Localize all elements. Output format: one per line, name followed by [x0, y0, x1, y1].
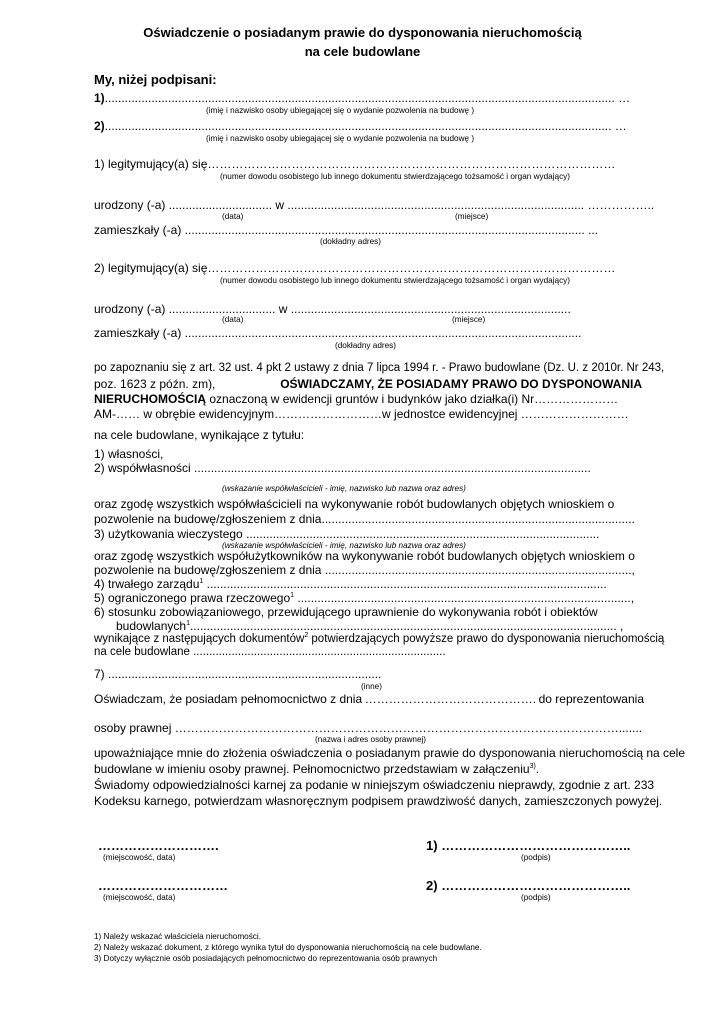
signature-2-dots: ……………………………………..	[441, 878, 631, 893]
power-of-attorney-text: Oświadczam, że posiadam pełnomocnictwo z dnia	[94, 692, 363, 706]
liability-line-2: Kodeksu karnego, potwierdzam własnoręcznym podpisem prawdziwość danych, zamieszczonych powyżej.	[94, 794, 663, 808]
title-limited-property-right-dots: ....................................................................................................,	[294, 591, 635, 605]
title-perpetual-usufruct-consent-1: oraz zgodę wszystkich współużytkowników na wykonywanie robót budowlanych objętych wnioskiem o	[94, 549, 635, 563]
page-title-line-2: na cele budowlane	[304, 44, 421, 59]
declaration-plot-field: oznaczoną w ewidencji gruntów i budynków jako działka(i) Nr…………………	[206, 392, 619, 406]
declaration-line-4[interactable]: AM-…… w obrębie ewidencyjnym………………………w jednostce ewidencyjnej ………………………	[94, 407, 629, 421]
title-perpetual-usufruct-consent-2[interactable]: pozwolenie na budowę/zgłoszeniem z dnia ............................................................................................,	[94, 563, 635, 577]
liability-line-1: Świadomy odpowiedzialności karnej za podanie w niniejszym oświadczeniu nieprawdy, zgodnie z art. 233	[94, 778, 655, 792]
footnote-3: 3) Dotyczy wyłącznie osób posiadających pełnomocnictwo do reprezentowania osób prawnych	[94, 954, 438, 963]
legal-person-field[interactable]: osoby prawnej ………………………………………………………………………………………………….......	[94, 721, 643, 735]
person-1-birth-place-caption: (miejsce)	[455, 212, 489, 221]
signature-2-field[interactable]	[426, 878, 630, 893]
title-limited-property-right-label: 5) ograniczonego prawa rzeczowego	[94, 591, 291, 605]
legal-person-caption: (nazwa i adres osoby prawnej)	[315, 735, 427, 744]
footnote-ref-3: 3)	[529, 763, 536, 770]
power-of-attorney-text-end: do reprezentowania	[538, 692, 644, 706]
documents-line-1-a: wynikające z następujących dokumentów	[94, 633, 305, 645]
authorization-line-2-end: .	[535, 762, 540, 776]
place-date-1-caption: (miejscowość, data)	[103, 853, 176, 862]
title-co-ownership-consent-1: oraz zgodę wszystkich współwłaścicieli na wykonywanie robót budowlanych objętych wnioskiem o	[94, 497, 615, 511]
declaration-purpose: na cele budowlane, wynikające z tytułu:	[94, 428, 305, 442]
person-1-id-field[interactable]: 1) legitymujący(a) się…………………………………………………………………………………………	[94, 157, 616, 171]
authorization-line-1: upoważniające mnie do złożenia oświadczenia o posiadanym prawie do dysponowania nieruchomością na cele	[94, 746, 686, 760]
signer-2-field[interactable]	[94, 119, 627, 133]
title-co-ownership-caption: (wskazanie współwłaścicieli - imię, nazwisko lub nazwa oraz adres)	[222, 484, 466, 493]
footnote-ref-1: 1	[186, 620, 190, 627]
signer-2-caption: (imię i nazwisko osoby ubiegającej się o wydanie pozwolenia na budowę )	[206, 134, 475, 143]
signer-1-dots: ......................................................................................................................................................... …	[104, 91, 631, 105]
footnote-ref-2: 2	[304, 632, 309, 640]
signature-2-caption: (podpis)	[521, 893, 551, 902]
title-obligation-relationship-field[interactable]	[116, 619, 623, 633]
signer-1-caption: (imię i nazwisko osoby ubiegającej się o wydanie pozwolenia na budowę )	[206, 106, 475, 115]
documents-field[interactable]: na cele budowlane ...............................................................................	[94, 646, 446, 658]
power-of-attorney-date-field: …………………………………….	[364, 692, 537, 706]
page-title-line-1: Oświadczenie o posiadanym prawie do dysponowania nieruchomością	[143, 25, 582, 40]
title-co-ownership-consent-2[interactable]: pozwolenie na budowę/zgłoszeniem z dnia..............................................................................................	[94, 512, 635, 526]
person-2-birth-place-caption: (miejsce)	[452, 315, 486, 324]
signature-2-label: 2)	[426, 878, 438, 893]
person-1-birth-field[interactable]: urodzony (-a) ............................... w ......................................................................................... ……………..	[94, 198, 655, 212]
title-permanent-management-label: 4) trwałego zarządu	[94, 577, 200, 591]
documents-line-1	[94, 633, 664, 645]
title-ownership: 1) własności,	[94, 447, 164, 461]
authorization-line-2-text: budowlane w imieniu osoby prawnej. Pełnomocnictwo przedstawiam w załączeniu	[94, 762, 530, 776]
title-other-caption: (inne)	[361, 682, 382, 691]
title-obligation-relationship-label: budowlanych	[116, 619, 187, 633]
title-permanent-management-dots: ........................................................................................................................	[203, 577, 607, 591]
signer-1-field[interactable]	[94, 91, 630, 105]
person-2-address-field[interactable]: zamieszkały (-a) .......................................................................................................................	[94, 326, 582, 340]
declaration-line-1: po zapoznaniu się z art. 32 ust. 4 pkt 2 ustawy z dnia 7 lipca 1994 r. - Prawo budowlane (Dz. U. z 2010r. Nr 243,	[94, 362, 665, 374]
title-other-field[interactable]: 7) ..................................................................................	[94, 667, 382, 681]
person-2-birth-date-caption: (data)	[222, 315, 244, 324]
declaration-line-2	[94, 377, 642, 391]
signature-1-dots: ……………………………………..	[441, 838, 631, 853]
person-2-address-caption: (dokładny adres)	[335, 341, 396, 350]
footnote-1: 1) Należy wskazać właściciela nieruchomości.	[94, 932, 261, 941]
person-2-id-caption: (numer dowodu osobistego lub innego dokumentu stwierdzającego tożsamość i organ wydający)	[220, 276, 570, 285]
person-2-id-field[interactable]: 2) legitymujący(a) się…………………………………………………………………………………………	[94, 261, 616, 275]
place-date-2-caption: (miejscowość, data)	[103, 893, 176, 902]
signer-2-label: 2)	[94, 119, 105, 133]
declaration-line-3[interactable]	[94, 392, 618, 406]
signers-heading: My, niżej podpisani:	[94, 72, 217, 87]
title-limited-property-right-field[interactable]	[94, 591, 634, 605]
documents-line-1-b: potwierdzających powyższe prawo do dysponowania nieruchomością	[308, 633, 665, 645]
declaration-statement: OŚWIADCZAMY, ŻE POSIADAMY PRAWO DO DYSPONOWANIA	[280, 377, 642, 391]
place-date-1-field[interactable]: ……………………….	[98, 838, 219, 853]
person-2-birth-field[interactable]: urodzony (-a) ................................ w ....................................................................................	[94, 302, 571, 316]
person-1-id-caption: (numer dowodu osobistego lub innego dokumentu stwierdzającego tożsamość i organ wydający)	[220, 172, 570, 181]
title-perpetual-usufruct-field[interactable]: 3) użytkowania wieczystego ..........................................................................................................	[94, 527, 600, 541]
title-permanent-management-field[interactable]	[94, 577, 607, 591]
title-obligation-relationship-line-1: 6) stosunku zobowiązaniowego, przewidującego uprawnienie do wykonywania robót i obiektów	[94, 605, 598, 619]
declaration-line-2-text: poz. 1623 z późn. zm),	[94, 377, 216, 391]
title-co-ownership-field[interactable]: 2) współwłasności .......................................................................................................................	[94, 461, 591, 475]
signature-1-caption: (podpis)	[521, 853, 551, 862]
footnote-ref-1: 1	[199, 578, 204, 585]
authorization-line-2	[94, 762, 539, 776]
signature-1-label: 1)	[426, 838, 438, 853]
signer-1-label: 1)	[94, 91, 105, 105]
signature-1-field[interactable]	[426, 838, 630, 853]
person-1-address-caption: (dokładny adres)	[320, 237, 381, 246]
title-obligation-relationship-dots: ................................................................................................................................ ,	[189, 619, 624, 633]
signer-2-dots: ........................................................................................................................................................ …	[104, 119, 627, 133]
footnote-ref-1: 1	[290, 592, 295, 599]
footnote-2: 2) Należy wskazać dokument, z którego wynika tytuł do dysponowania nieruchomością na cele budowlane.	[94, 943, 482, 952]
place-date-2-field[interactable]: …………………………	[98, 878, 228, 893]
title-perpetual-usufruct-caption: (wskazanie współwłaścicieli - imię, nazwisko lub nazwa oraz adres)	[222, 541, 466, 550]
person-1-address-field[interactable]: zamieszkały (-a) ........................................................................................................................ ...	[94, 223, 599, 237]
person-1-birth-date-caption: (data)	[222, 212, 244, 221]
declaration-property-label: NIERUCHOMOŚCIĄ	[94, 392, 207, 406]
power-of-attorney-line-1[interactable]	[94, 692, 644, 706]
